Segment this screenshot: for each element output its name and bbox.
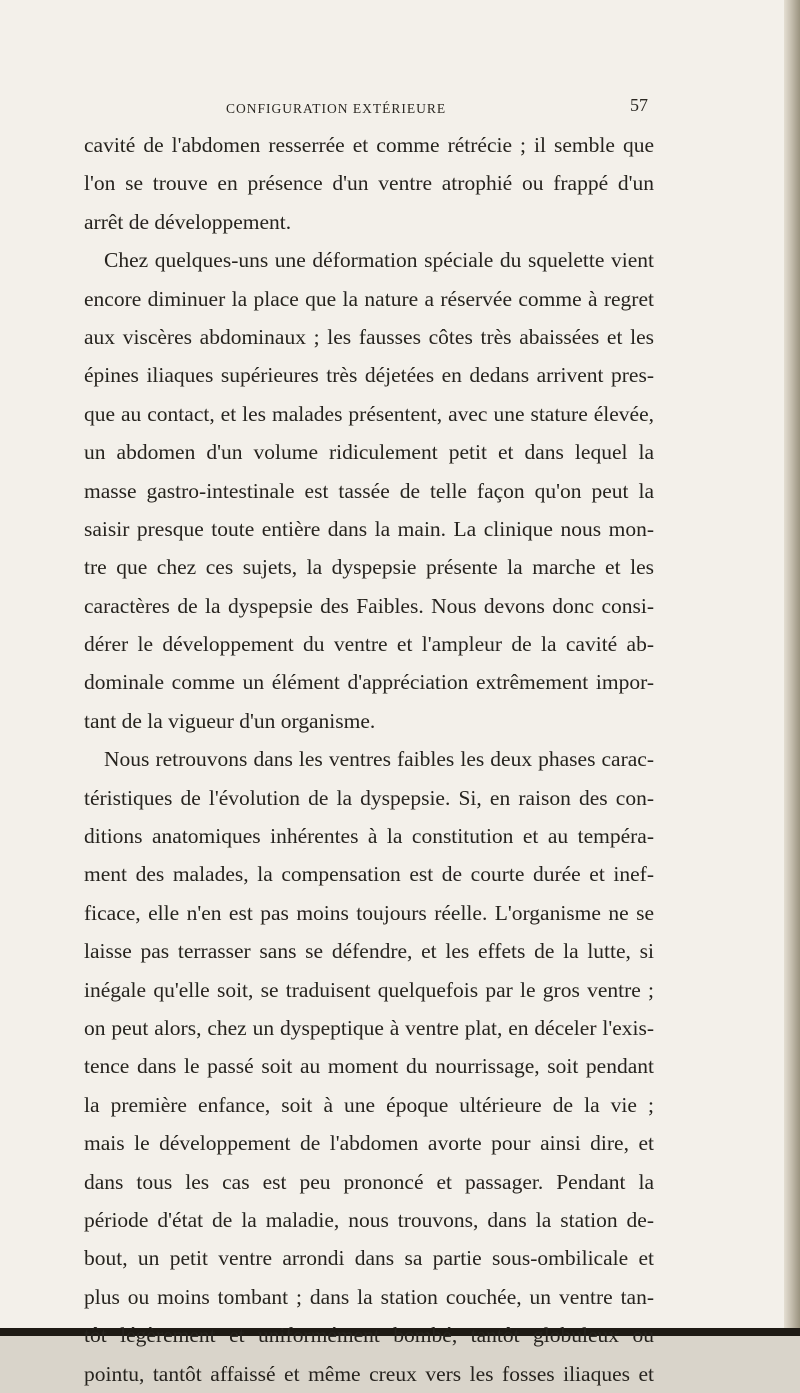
page-edge-right <box>784 0 800 1336</box>
text-line: encore diminuer la place que la nature a réservée comme à regret <box>84 286 654 311</box>
text-line: la première enfance, soit à une époque ultérieure de la vie ; <box>84 1092 654 1117</box>
text-line: période d'état de la maladie, nous trouvons, dans la station de- <box>84 1207 654 1232</box>
text-line: tre que chez ces sujets, la dyspepsie présente la marche et les <box>84 555 654 580</box>
text-line: inégale qu'elle soit, se traduisent quelquefois par le gros ventre ; <box>84 977 654 1002</box>
text-line: masse gastro-intestinale est tassée de telle façon qu'on peut la <box>84 478 654 503</box>
text-line: téristiques de l'évolution de la dyspepsie. Si, en raison des con- <box>84 785 654 810</box>
text-line: Nous retrouvons dans les ventres faibles les deux phases carac- <box>104 747 654 772</box>
text-line: pointu, tantôt affaissé et même creux vers les fosses iliaques et <box>84 1361 654 1386</box>
text-line: tant de la vigueur d'un organisme. <box>84 708 376 733</box>
text-line: caractères de la dyspepsie des Faibles. Nous devons donc consi- <box>84 593 654 618</box>
page-number: 57 <box>630 95 648 115</box>
text-line: saisir presque toute entière dans la main. La clinique nous mon- <box>84 516 654 541</box>
text-line: mais le développement de l'abdomen avorte pour ainsi dire, et <box>84 1131 654 1156</box>
text-line: tence dans le passé soit au moment du nourrissage, soit pendant <box>84 1054 654 1079</box>
text-line: l'on se trouve en présence d'un ventre atrophié ou frappé d'un <box>84 171 654 196</box>
text-line: on peut alors, chez un dyspeptique à ventre plat, en déceler l'exis- <box>84 1015 654 1040</box>
text-line: cavité de l'abdomen resserrée et comme rétrécie ; il semble que <box>84 133 654 157</box>
text-line: aux viscères abdominaux ; les fausses côtes très abaissées et les <box>84 324 654 349</box>
text-line: épines iliaques supérieures très déjetées en dedans arrivent pres- <box>84 363 654 388</box>
text-line: plus ou moins tombant ; dans la station couchée, un ventre tan- <box>84 1284 654 1309</box>
text-line: laisse pas terrasser sans se défendre, et les effets de la lutte, si <box>84 939 654 964</box>
text-line: tôt légèrement et uniformément bombé, tantôt globuleux ou <box>84 1323 654 1348</box>
body-text <box>84 126 654 1393</box>
text-line: ment des malades, la compensation est de courte durée et inef- <box>84 862 654 887</box>
text-line: dérer le développement du ventre et l'ampleur de la cavité ab- <box>84 632 654 657</box>
text-line: arrêt de développement. <box>84 209 292 234</box>
text-line: bout, un petit ventre arrondi dans sa partie sous-ombilicale et <box>84 1246 654 1271</box>
text-line: que au contact, et les malades présentent, avec une stature élevée, <box>84 401 654 426</box>
text-line: Chez quelques-uns une déformation spéciale du squelette vient <box>104 248 654 273</box>
running-head: CONFIGURATION EXTÉRIEURE <box>226 101 447 116</box>
text-line: un abdomen d'un volume ridiculement petit et dans lequel la <box>84 440 654 465</box>
text-line: ditions anatomiques inhérentes à la constitution et au tempéra- <box>84 824 654 849</box>
text-line: ficace, elle n'en est pas moins toujours réelle. L'organisme ne se <box>84 900 654 925</box>
text-line: dominale comme un élément d'appréciation extrêmement impor- <box>84 670 654 695</box>
page-header <box>0 95 800 121</box>
text-line: dans tous les cas est peu prononcé et passager. Pendant la <box>84 1169 654 1194</box>
